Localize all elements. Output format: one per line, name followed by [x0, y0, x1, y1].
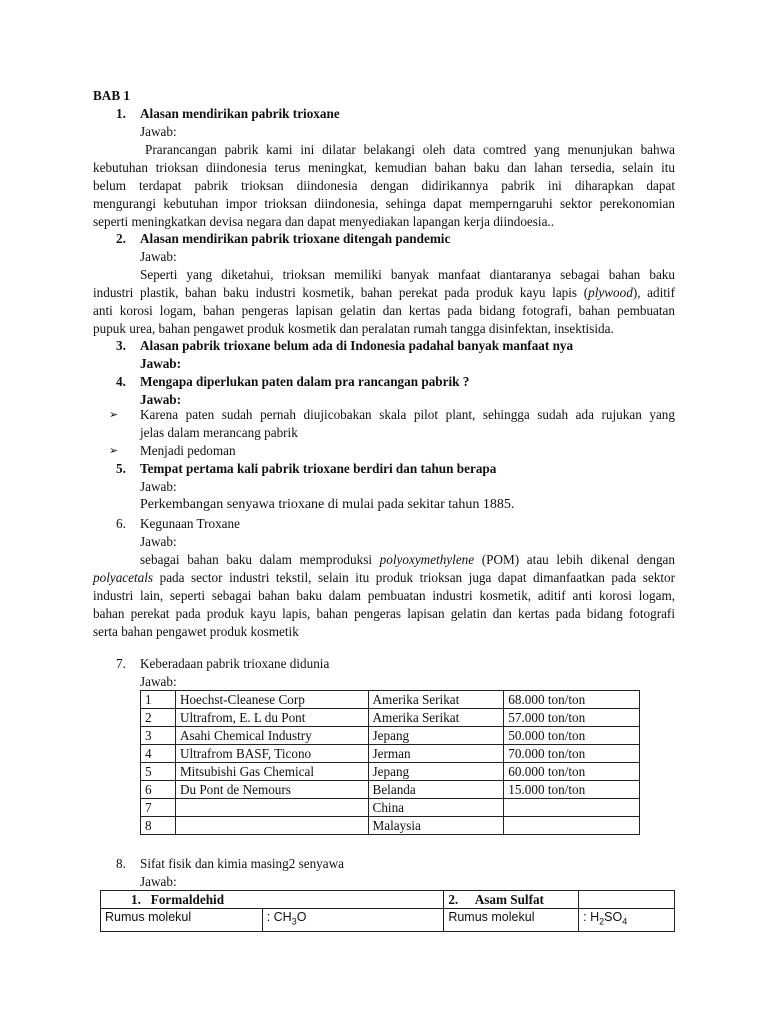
capacity: 60.000 ton/ton: [504, 763, 640, 781]
q6-line-1a: sebagai bahan baku dalam memproduksi: [140, 552, 380, 567]
q6-number: 6.: [116, 516, 126, 531]
q1-number: 1.: [116, 106, 126, 121]
country: Jepang: [368, 763, 504, 781]
q5-title: Tempat pertama kali pabrik trioxane berdiri dan tahun berapa: [140, 461, 497, 476]
q2-line-2c: ), aditif: [632, 285, 675, 300]
q1-line-3: belum terdapat pabrik trioksan diindonesia dengan didirikannya pabrik ini diharapkan dapat: [93, 178, 675, 193]
chapter-heading: BAB 1: [93, 88, 131, 103]
q6-line-1c: (POM) atau lebih dikenal dengan: [474, 552, 675, 567]
table-row: [141, 745, 640, 763]
country: Jerman: [368, 745, 504, 763]
q2-plywood: plywood: [588, 285, 633, 300]
company-name: [175, 817, 368, 835]
company-name: Mitsubishi Gas Chemical: [175, 763, 368, 781]
q2-jawab: Jawab:: [140, 249, 177, 264]
q1-line-2: kebutuhan trioksan diindonesia terus meningkat, kemudian bahan baku dan lahan tersedia, selain itu: [93, 160, 675, 175]
q2-line-4: pupuk urea, bahan pengawet produk kosmetik dan peralatan rumah tangga disinfektan, insektisida.: [93, 321, 614, 336]
q1-line-5: seperti meningkatkan devisa negara dan dapat menyediakan lapangan kerja diindoesia..: [93, 214, 555, 229]
q6-line-2b: pada sector industri tekstil, selain itu produk trioksan juga dapat dimanfaatkan pada sektor: [153, 570, 675, 585]
asam-sulfat-num: 2.: [448, 892, 459, 907]
capacity: 15.000 ton/ton: [504, 781, 640, 799]
company-name: [175, 799, 368, 817]
country: Jepang: [368, 727, 504, 745]
q5-answer: Perkembangan senyawa trioxane di mulai pada sekitar tahun 1885.: [140, 497, 515, 512]
empty-cell: [579, 891, 675, 909]
q6-line-3: industri lain, seperti sebagai bahan baku dalam pembuatan industri kosmetik, aditif anti korosi logam,: [93, 588, 675, 603]
formaldehid-header: [101, 891, 444, 909]
q8-title: Sifat fisik dan kimia masing2 senyawa: [140, 856, 345, 871]
country: China: [368, 799, 504, 817]
q5-jawab: Jawab:: [140, 479, 177, 494]
company-name: Ultrafrom BASF, Ticono: [175, 745, 368, 763]
q4-bullet-2: Menjadi pedoman: [140, 443, 236, 458]
so-sub: 4: [622, 916, 628, 927]
q6-line-5: serta bahan pengawet produk kosmetik: [93, 624, 299, 639]
capacity: 57.000 ton/ton: [504, 709, 640, 727]
q2-title: Alasan mendirikan pabrik trioxane ditengah pandemic: [140, 231, 451, 246]
q3-number: 3.: [116, 338, 126, 353]
capacity: [504, 817, 640, 835]
asam-sulfat-label: Asam Sulfat: [474, 892, 544, 907]
country: Belanda: [368, 781, 504, 799]
bullet-arrow-icon: ➢: [109, 444, 119, 457]
capacity: 50.000 ton/ton: [504, 727, 640, 745]
q6-jawab: Jawab:: [140, 534, 177, 549]
formaldehid-rumus-label: Rumus molekul: [101, 909, 263, 932]
company-name: Du Pont de Nemours: [175, 781, 368, 799]
q3-jawab: Jawab:: [140, 356, 182, 371]
capacity: 68.000 ton/ton: [504, 691, 640, 709]
q2-line-2a: industri plastik, bahan baku industri kosmetik, bahan perekat pada produk kayu lapis (: [93, 285, 589, 300]
row-number: 4: [141, 745, 176, 763]
properties-table: [100, 890, 675, 932]
o-part: O: [296, 910, 307, 924]
q6-pom-term: polyoxymethylene: [379, 552, 475, 567]
factory-table: [140, 690, 640, 835]
row-number: 2: [141, 709, 176, 727]
asam-sulfat-rumus-value: [579, 909, 675, 932]
table-row: [141, 799, 640, 817]
q2-number: 2.: [116, 231, 126, 246]
q1-title: Alasan mendirikan pabrik trioxane: [140, 106, 340, 121]
row-number: 3: [141, 727, 176, 745]
q7-jawab: Jawab:: [140, 674, 177, 689]
h-sub: 2: [599, 916, 605, 927]
q7-number: 7.: [116, 656, 126, 671]
q1-line-1: Prarancangan pabrik kami ini dilatar belakangi oleh data comtred yang menunjukan bahwa: [145, 142, 675, 157]
q3-title: Alasan pabrik trioxane belum ada di Indonesia padahal banyak manfaat nya: [140, 338, 574, 353]
q7-title: Keberadaan pabrik trioxane didunia: [140, 656, 330, 671]
q8-jawab: Jawab:: [140, 874, 177, 889]
q4-bullet-1-line-1: Karena paten sudah pernah diujicobakan skala pilot plant, sehingga sudah ada rujukan yang: [140, 407, 675, 422]
q6-line-4: bahan perekat pada produk kayu lapis, bahan pengeras lapisan gelatin dan kertas pada bidang fotografi: [93, 606, 675, 621]
q4-bullet-1-line-2: jelas dalam merancang pabrik: [140, 425, 298, 440]
formaldehid-rumus-value: [262, 909, 444, 932]
table-row: [141, 763, 640, 781]
capacity: [504, 799, 640, 817]
formaldehid-num: 1.: [131, 892, 141, 907]
q4-number: 4.: [116, 374, 126, 389]
company-name: Hoechst-Cleanese Corp: [175, 691, 368, 709]
company-name: Asahi Chemical Industry: [175, 727, 368, 745]
country: Malaysia: [368, 817, 504, 835]
row-number: 1: [141, 691, 176, 709]
ch-part: : CH: [266, 910, 292, 924]
so-part: SO: [604, 910, 623, 924]
h-part: : H: [583, 910, 600, 924]
properties-header-row: [101, 891, 675, 909]
q6-title: Kegunaan Troxane: [140, 516, 240, 531]
bullet-arrow-icon: ➢: [109, 408, 119, 421]
table-row: [141, 781, 640, 799]
capacity: 70.000 ton/ton: [504, 745, 640, 763]
q1-line-4: mengurangi kebutuhan impor trioksan diindonesia, sehinga dapat memperngaruhi sektor perekonomian: [93, 196, 675, 211]
properties-row: [101, 909, 675, 932]
row-number: 6: [141, 781, 176, 799]
q8-number: 8.: [116, 856, 126, 871]
table-row: [141, 709, 640, 727]
q2-line-1: Seperti yang diketahui, trioksan memiliki banyak manfaat diantaranya sebagai bahan baku: [140, 267, 675, 282]
country: Amerika Serikat: [368, 691, 504, 709]
q5-number: 5.: [116, 461, 126, 476]
q4-jawab: Jawab:: [140, 392, 182, 407]
q2-line-2: [93, 284, 675, 302]
table-row: [141, 817, 640, 835]
q6-polyacetals-term: polyacetals: [93, 570, 154, 585]
country: Amerika Serikat: [368, 709, 504, 727]
q2-line-3: anti korosi logam, bahan pengeras lapisan gelatin dan kertas pada bidang fotografi, bahan pembuatan: [93, 303, 675, 318]
q6-line-1: [140, 551, 675, 569]
row-number: 8: [141, 817, 176, 835]
row-number: 5: [141, 763, 176, 781]
formaldehid-label: Formaldehid: [150, 892, 225, 907]
q4-title: Mengapa diperlukan paten dalam pra rancangan pabrik ?: [140, 374, 470, 389]
asam-sulfat-rumus-label: Rumus molekul: [444, 909, 579, 932]
asam-sulfat-header: [444, 891, 579, 909]
company-name: Ultrafrom, E. L du Pont: [175, 709, 368, 727]
table-row: [141, 727, 640, 745]
row-number: 7: [141, 799, 176, 817]
table-row: [141, 691, 640, 709]
q6-line-2: [93, 569, 675, 587]
q1-jawab: Jawab:: [140, 124, 177, 139]
ch-sub: 3: [291, 916, 297, 927]
